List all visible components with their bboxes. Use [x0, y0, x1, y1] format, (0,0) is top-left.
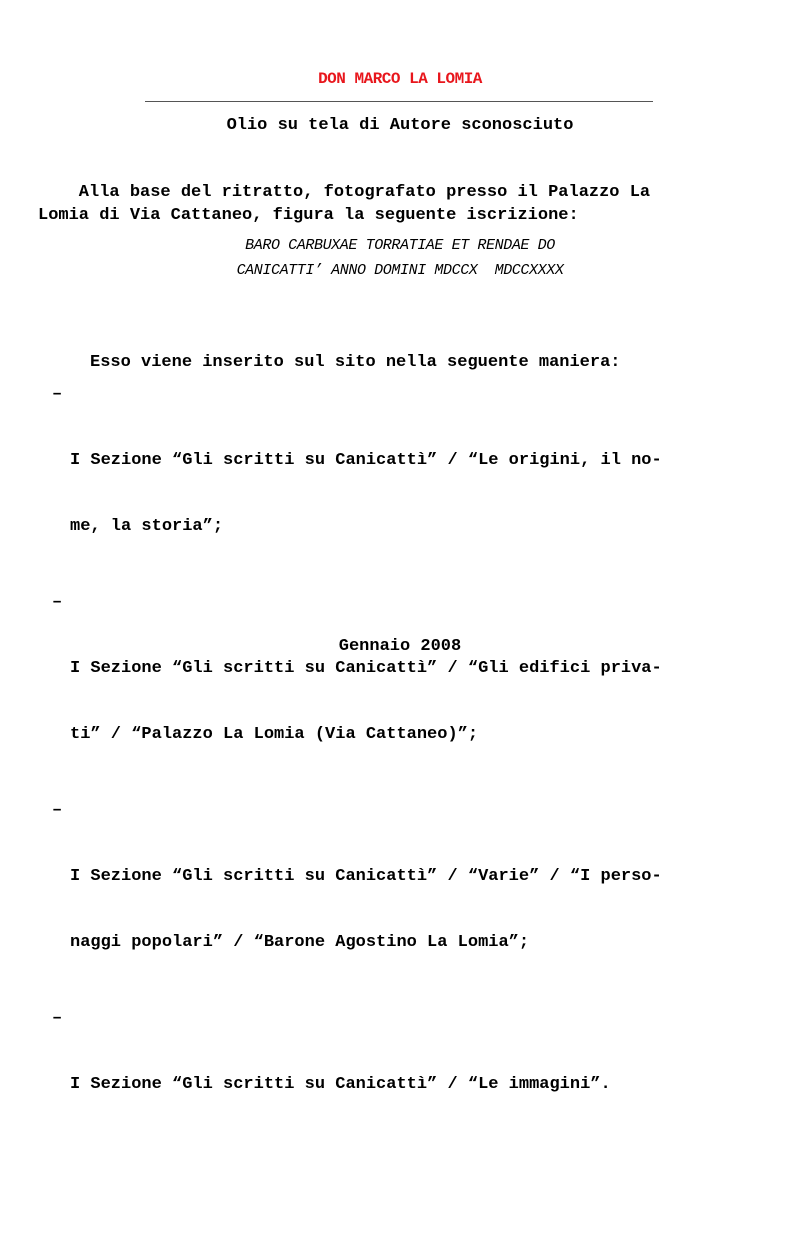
list-item — [52, 800, 764, 998]
intro-line: Lomia di Via Cattaneo, figura la seguente iscrizione: — [38, 206, 579, 225]
document-subtitle: Olio su tela di Autore sconosciuto — [226, 116, 574, 135]
inscription — [0, 233, 800, 283]
list-item-line: I Sezione “Gli scritti su Canicattì” / “Le immagini”. — [70, 1075, 611, 1094]
list-item-line: I Sezione “Gli scritti su Canicattì” / “Varie” / “I perso- — [70, 867, 662, 886]
dash-bullet: – — [52, 385, 63, 404]
section-list — [52, 384, 764, 1150]
intro-paragraph — [38, 181, 762, 227]
dash-bullet: – — [52, 593, 63, 612]
list-item — [52, 1008, 764, 1140]
document-title: DON MARCO LA LOMIA — [318, 70, 482, 88]
list-item — [52, 592, 764, 790]
title-divider — [145, 101, 653, 102]
list-item-line: I Sezione “Gli scritti su Canicattì” / “Gli edifici priva- — [70, 659, 662, 678]
dash-bullet: – — [52, 1009, 63, 1028]
list-intro: Esso viene inserito sul sito nella seguente maniera: — [90, 353, 621, 372]
list-item-line: naggi popolari” / “Barone Agostino La Lomia”; — [70, 933, 530, 952]
intro-line: Alla base del ritratto, fotografato presso il Palazzo La — [38, 183, 651, 202]
inscription-line: BARO CARBUXAE TORRATIAE ET RENDAE DO — [245, 237, 555, 254]
list-item-line: me, la storia”; — [70, 517, 224, 536]
document-date: Gennaio 2008 — [338, 637, 462, 656]
inscription-line: CANICATTI’ ANNO DOMINI MDCCX MDCCXXXX — [236, 262, 564, 279]
dash-bullet: – — [52, 801, 63, 820]
list-item — [52, 384, 764, 582]
list-item-line: I Sezione “Gli scritti su Canicattì” / “Le origini, il no- — [70, 451, 662, 470]
list-item-line: ti” / “Palazzo La Lomia (Via Cattaneo)”; — [70, 725, 479, 744]
